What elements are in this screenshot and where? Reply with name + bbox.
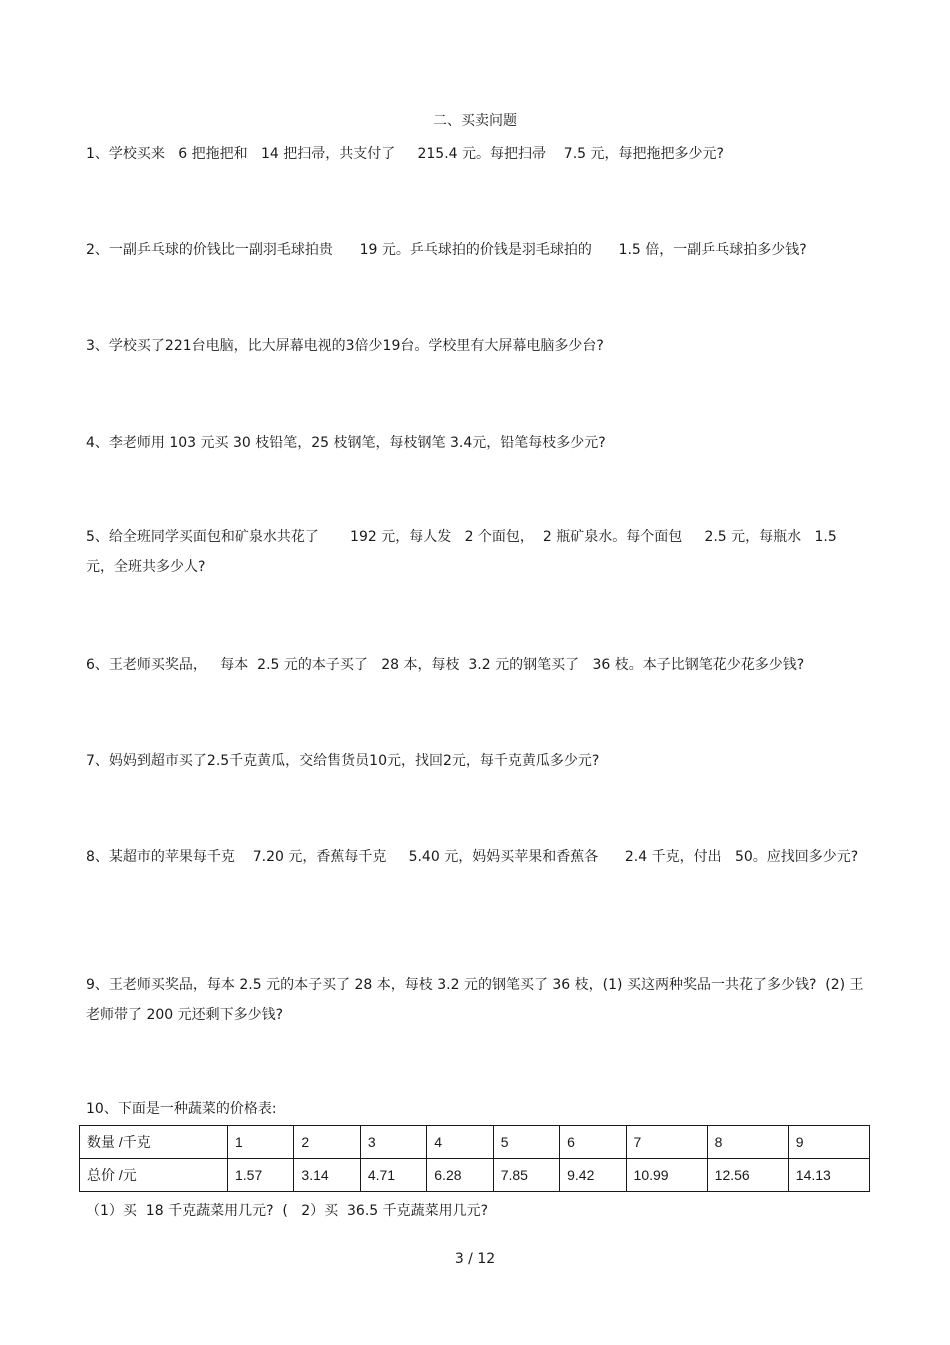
table-cell: 3 <box>360 1126 426 1159</box>
price-table <box>79 1125 870 1192</box>
table-cell: 9 <box>788 1126 869 1159</box>
question-10: 10、下面是一种蔬菜的价格表: <box>86 1101 277 1117</box>
table-row <box>80 1159 870 1192</box>
table-cell: 2 <box>294 1126 360 1159</box>
table-row <box>80 1126 870 1159</box>
section-title: 二、买卖问题 <box>433 113 517 129</box>
question-9: 9、王老师买奖品，每本 2.5 元的本子买了 28 本，每枝 3.2 元的钢笔买了 36 枝，(1) 买这两种奖品一共花了多少钱? (2) 王老师带了 200 元还剩下多少钱? <box>86 977 864 1023</box>
table-cell: 6 <box>560 1126 626 1159</box>
question-8: 8、某超市的苹果每千克 7.20 元，香蕉每千克 5.40 元，妈妈买苹果和香蕉各 2.4 千克，付出 50。应找回多少元? <box>86 849 859 865</box>
table-cell: 10.99 <box>626 1159 707 1192</box>
table-cell: 7 <box>626 1126 707 1159</box>
table-cell: 8 <box>707 1126 788 1159</box>
page-number: 3 / 12 <box>454 1251 496 1267</box>
question-3: 3、学校买了221台电脑，比大屏幕电视的3倍少19台。学校里有大屏幕电脑多少台? <box>86 338 604 354</box>
table-cell: 6.28 <box>427 1159 493 1192</box>
table-cell: 1 <box>228 1126 294 1159</box>
table-header-total-price: 总价 /元 <box>80 1159 228 1192</box>
table-cell: 1.57 <box>228 1159 294 1192</box>
table-cell: 7.85 <box>493 1159 559 1192</box>
table-cell: 12.56 <box>707 1159 788 1192</box>
question-4: 4、李老师用 103 元买 30 枝铅笔，25 枝钢笔，每枝钢笔 3.4元，铅笔每枝多少元? <box>86 435 606 451</box>
question-7: 7、妈妈到超市买了2.5千克黄瓜，交给售货员10元，找回2元，每千克黄瓜多少元? <box>86 753 600 769</box>
sub-question: （1）买 18 千克蔬菜用几元? ( 2）买 36.5 千克蔬菜用几元? <box>86 1203 489 1219</box>
table-header-quantity: 数量 /千克 <box>80 1126 228 1159</box>
table-cell: 9.42 <box>560 1159 626 1192</box>
question-6: 6、王老师买奖品， 每本 2.5 元的本子买了 28 本，每枝 3.2 元的钢笔买了 36 枝。本子比钢笔花少花多少钱? <box>86 657 805 673</box>
question-1: 1、学校买来 6 把拖把和 14 把扫帚，共支付了 215.4 元。每把扫帚 7.5 元，每把拖把多少元? <box>86 146 724 162</box>
table-cell: 4 <box>427 1126 493 1159</box>
table-cell: 3.14 <box>294 1159 360 1192</box>
table-cell: 14.13 <box>788 1159 869 1192</box>
question-2: 2、一副乒乓球的价钱比一副羽毛球拍贵 19 元。乒乓球拍的价钱是羽毛球拍的 1.5 倍，一副乒乓球拍多少钱? <box>86 242 807 258</box>
table-cell: 4.71 <box>360 1159 426 1192</box>
table-cell: 5 <box>493 1126 559 1159</box>
question-5: 5、给全班同学买面包和矿泉水共花了 192 元，每人发 2 个面包， 2 瓶矿泉水。每个面包 2.5 元，每瓶水 1.5 元，全班共多少人? <box>86 529 842 575</box>
